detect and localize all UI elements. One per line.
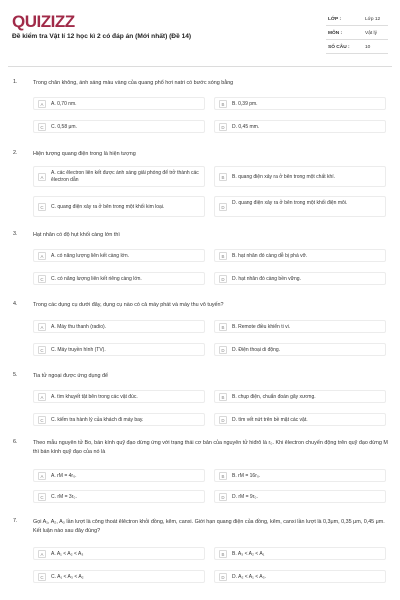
option-text: B. Remote điều khiển ti vi. (232, 324, 291, 330)
option-letter: A (38, 393, 46, 401)
option-letter: D (219, 573, 227, 581)
question-number: 2. (13, 150, 18, 156)
meta-grade-label: LỚP : (328, 17, 342, 22)
question-text: Hạt nhân có độ hụt khối càng lớn thì (33, 232, 120, 238)
option-2d[interactable] (214, 196, 386, 217)
option-text: B. chụp điện, chuẩn đoán gãy xương. (232, 394, 316, 400)
option-letter: B (219, 323, 227, 331)
option-letter: B (219, 100, 227, 108)
option-text: A. rM = 4r₀. (51, 473, 77, 479)
question-text: Theo mẫu nguyên tử Bo, bán kính quỹ đạo dừng ứng với trạng thái cơ bản của nguyên tử hiđrô là r₀. Khi êlectron chuyển động trên quỹ đạo dừng M thì bán kính quỹ đạo của nó là (33, 440, 388, 455)
option-5d[interactable] (214, 413, 386, 426)
option-6c[interactable] (33, 490, 205, 503)
meta-count-label: SỐ CÂU : (328, 45, 350, 50)
meta-count-value: 10 (365, 45, 371, 50)
option-7d[interactable] (214, 570, 386, 583)
question-text: Tia tử ngoại được ứng dụng để (33, 373, 109, 379)
option-3d[interactable] (214, 272, 386, 285)
option-4d[interactable] (214, 343, 386, 356)
option-letter: C (38, 573, 46, 581)
option-letter: A (38, 323, 46, 331)
option-4b[interactable] (214, 320, 386, 333)
option-text: C. kiểm tra hành lý của khách đi máy bay. (51, 417, 144, 423)
option-letter: A (38, 100, 46, 108)
option-letter: D (219, 346, 227, 354)
option-letter: B (219, 550, 227, 558)
option-letter: B (219, 173, 227, 181)
meta-subject-label: MÔN : (328, 31, 343, 36)
question-text: Hiện tượng quang điện trong là hiện tượng (33, 151, 136, 157)
option-2a[interactable] (33, 166, 205, 187)
meta-grade-value: Lớp 12 (365, 17, 381, 22)
option-4a[interactable] (33, 320, 205, 333)
option-text: A. A₁ < A₂ < A₃ (51, 551, 84, 557)
quizizz-logo: QUIZIZZ (12, 12, 75, 31)
meta-subject (326, 27, 388, 40)
option-text: B. rM = 16r₀. (232, 473, 261, 479)
option-7b[interactable] (214, 547, 386, 560)
question-number: 3. (13, 231, 18, 237)
option-3c[interactable] (33, 272, 205, 285)
option-text: A. 0,70 nm. (51, 101, 77, 107)
option-letter: A (38, 550, 46, 558)
page-title: Đề kiểm tra Vật lí 12 học kì 2 có đáp án (Mới nhất) (Đề 14) (12, 33, 192, 40)
option-text: D. 0,45 mm. (232, 124, 260, 130)
option-text: C. có năng lượng liên kết riêng càng lớn. (51, 276, 142, 282)
option-text: C. A₁ < A₃ < A₂ (51, 574, 84, 580)
option-text: C. Máy truyền hình (TV). (51, 347, 106, 353)
option-text: C. rM = 3r₀. (51, 494, 77, 500)
option-6d[interactable] (214, 490, 386, 503)
meta-grade (326, 13, 388, 26)
option-text: D. quang điện xảy ra ở bên trong một khối điện môi. (232, 200, 348, 206)
question-number: 1. (13, 79, 18, 85)
option-text: C. 0,58 μm. (51, 124, 77, 130)
header-divider (8, 66, 392, 67)
option-3a[interactable] (33, 249, 205, 262)
option-letter: B (219, 393, 227, 401)
question-text: Trong các dụng cụ dưới đây, dụng cụ nào có cả máy phát và máy thu vô tuyến? (33, 302, 224, 308)
option-text: D. hạt nhân đó càng bền vững. (232, 276, 301, 282)
option-text: D. rM = 9r₀. (232, 494, 258, 500)
option-2c[interactable] (33, 196, 205, 217)
option-1b[interactable] (214, 97, 386, 110)
option-5b[interactable] (214, 390, 386, 403)
option-text: A. các êlectron liên kết được ánh sáng giải phóng để trở thành các êlectron dẫn (51, 170, 199, 183)
option-letter: B (219, 472, 227, 480)
question-number: 4. (13, 301, 18, 307)
option-letter: C (38, 493, 46, 501)
meta-subject-value: Vật lý (365, 31, 377, 36)
option-letter: C (38, 123, 46, 131)
option-text: A. Máy thu thanh (radio). (51, 324, 107, 330)
question-text: Trong chân không, ánh sáng màu vàng của quang phổ hơi natri có bước sóng bằng (33, 80, 234, 86)
question-number: 5. (13, 372, 18, 378)
meta-count (326, 41, 388, 54)
option-text: B. A₃ < A₂ < A₁ (232, 551, 265, 557)
option-letter: D (219, 123, 227, 131)
option-letter: C (38, 275, 46, 283)
option-letter: D (219, 493, 227, 501)
option-7a[interactable] (33, 547, 205, 560)
page-header (0, 0, 400, 62)
option-letter: A (38, 472, 46, 480)
option-text: D. A₂ < A₁ < A₃. (232, 574, 267, 580)
question-number: 6. (13, 439, 18, 445)
option-1d[interactable] (214, 120, 386, 133)
option-5c[interactable] (33, 413, 205, 426)
option-6a[interactable] (33, 469, 205, 482)
option-1a[interactable] (33, 97, 205, 110)
option-2b[interactable] (214, 166, 386, 187)
option-letter: C (38, 416, 46, 424)
option-text: A. tìm khuyết tật bên trong các vật đúc. (51, 394, 138, 400)
question-number: 7. (13, 518, 18, 524)
option-letter: A (38, 252, 46, 260)
option-text: B. quang điện xảy ra ở bên trong một chất khí. (232, 174, 336, 180)
option-7c[interactable] (33, 570, 205, 583)
option-letter: C (38, 346, 46, 354)
option-letter: B (219, 252, 227, 260)
option-6b[interactable] (214, 469, 386, 482)
option-text: A. có năng lượng liên kết càng lớn. (51, 253, 130, 259)
option-letter: D (219, 416, 227, 424)
option-text: B. 0,39 pm. (232, 101, 258, 107)
option-text: D. tìm vết nứt trên bề mặt các vật. (232, 417, 308, 423)
option-4c[interactable] (33, 343, 205, 356)
option-3b[interactable] (214, 249, 386, 262)
option-letter: A (38, 173, 46, 181)
option-letter: C (38, 203, 46, 211)
option-text: C. quang điện xảy ra ở bên trong một khối kim loại. (51, 204, 165, 210)
option-5a[interactable] (33, 390, 205, 403)
option-letter: D (219, 275, 227, 283)
option-text: B. hạt nhân đó càng dễ bị phá vỡ. (232, 253, 308, 259)
option-letter: D (219, 203, 227, 211)
option-text: D. Điện thoại di động. (232, 347, 281, 353)
question-text: Gọi A₁, A₂, A₃ lần lượt là công thoát êlêctron khỏi đồng, kẽm, canxi. Giới hạn quang điện của đồng, kẽm, canxi lần lượt là 0,3μm, 0,35 μm, 0,45 μm. Kết luận nào sau đây đúng? (33, 519, 385, 534)
option-1c[interactable] (33, 120, 205, 133)
